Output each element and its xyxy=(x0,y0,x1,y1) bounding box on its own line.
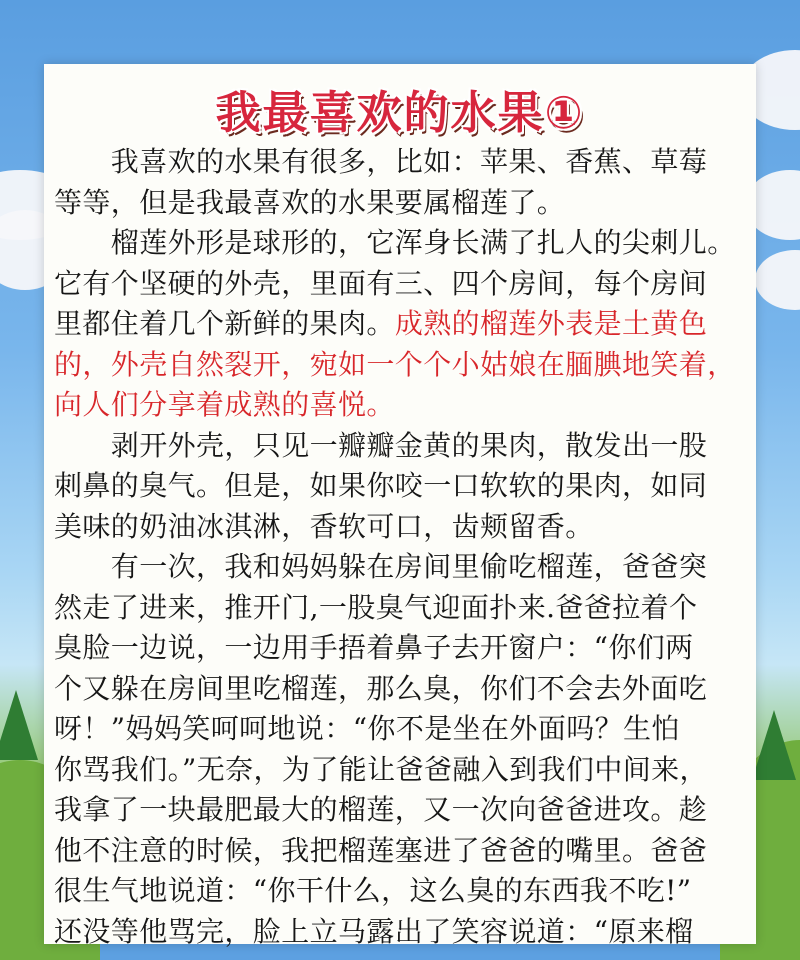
essay-line-text: 刺鼻的臭气。但是，如果你咬一口软软的果肉，如同 xyxy=(54,469,708,502)
page-title: 我最喜欢的水果① xyxy=(215,86,585,139)
essay-line-text: 剥开外壳，只见一瓣瓣金黄的果肉，散发出一股 xyxy=(54,428,708,462)
essay-line-text: 臭脸一边说，一边用手捂着鼻子去开窗户：“你们两 xyxy=(54,631,694,664)
essay-line xyxy=(54,588,754,629)
cloud-right xyxy=(755,250,800,310)
essay-line xyxy=(54,750,754,791)
essay-line-text: 等等，但是我最喜欢的水果要属榴莲了。 xyxy=(54,185,566,219)
essay-line xyxy=(54,426,754,467)
essay-line-text: 很生气地说道：“你干什么，这么臭的东西我不吃!” xyxy=(54,874,692,907)
essay-line-text: 我拿了一块最肥最大的榴莲，又一次向爸爸进攻。趁 xyxy=(54,793,708,826)
essay-line xyxy=(54,912,754,953)
essay-line xyxy=(54,547,754,588)
document-paper xyxy=(44,64,756,948)
essay-line xyxy=(54,183,754,224)
essay-line-text: 然走了进来，推开门,一股臭气迎面扑来.爸爸拉着个 xyxy=(54,590,698,624)
essay-line-text: 有一次，我和妈妈躲在房间里偷吃榴莲，爸爸突 xyxy=(54,550,708,583)
essay-line xyxy=(54,831,754,872)
tree-right xyxy=(752,710,796,780)
essay-line xyxy=(54,466,754,507)
essay-line xyxy=(54,709,754,750)
essay-line-text: 榴莲外形是球形的，它浑身长满了扎人的尖刺儿。 xyxy=(54,226,736,259)
essay-line xyxy=(54,871,754,912)
essay-line xyxy=(54,790,754,831)
essay-line xyxy=(54,345,754,386)
essay-line xyxy=(54,264,754,305)
essay-line xyxy=(54,142,754,183)
essay-line-text: 的，外壳自然裂开，宛如一个个小姑娘在腼腆地笑着， xyxy=(54,347,736,381)
essay-line-text: 美味的奶油冰淇淋，香软可口，齿颊留香。 xyxy=(54,509,594,543)
essay-line-text: 他不注意的时候，我把榴莲塞进了爸爸的嘴里。爸爸 xyxy=(54,833,708,867)
essay-line xyxy=(54,385,754,426)
essay-body xyxy=(54,142,754,952)
essay-line-text: 还没等他骂完，脸上立马露出了笑容说道：“原来榴 xyxy=(54,914,694,948)
essay-line xyxy=(54,304,754,345)
highlighted-text: 成熟的榴莲外表是土黄色 xyxy=(394,307,708,340)
essay-line-text: 它有个坚硬的外壳，里面有三、四个房间，每个房间 xyxy=(54,266,708,300)
essay-line xyxy=(54,669,754,710)
essay-line-text: 个又躲在房间里吃榴莲，那么臭，你们不会去外面吃 xyxy=(54,671,708,705)
tree-left xyxy=(0,690,38,760)
essay-line-text: 里都住着几个新鲜的果肉。 xyxy=(54,307,395,340)
essay-line xyxy=(54,628,754,669)
essay-line xyxy=(54,223,754,264)
essay-line-text: 你骂我们。”无奈，为了能让爸爸融入到我们中间来， xyxy=(54,752,708,786)
essay-line xyxy=(54,507,754,548)
essay-line-text: 向人们分享着成熟的喜悦。 xyxy=(54,388,395,421)
essay-line-text: 呀！”妈妈笑呵呵地说：“你不是坐在外面吗？生怕 xyxy=(54,712,680,745)
essay-line-text: 我喜欢的水果有很多，比如：苹果、香蕉、草莓 xyxy=(54,145,708,178)
